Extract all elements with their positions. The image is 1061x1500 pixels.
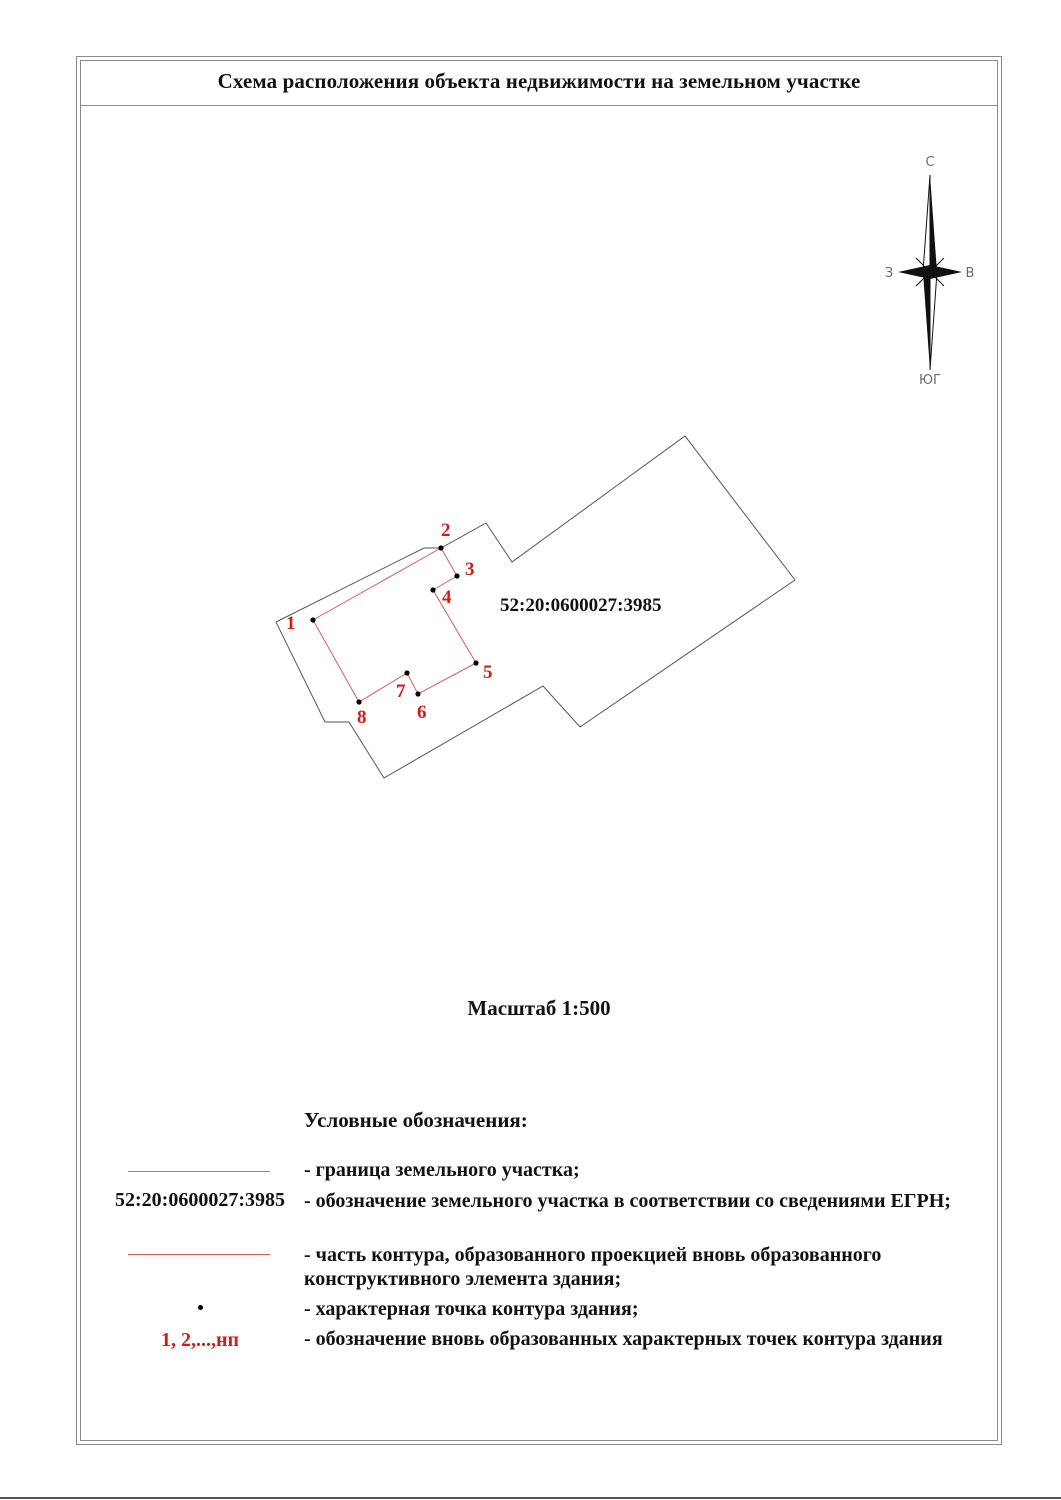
compass-north-label: С [925,155,935,170]
page-title: Схема расположения объекта недвижимости на земельном участке [217,69,861,93]
legend-title: Условные обозначения: [304,1108,528,1132]
legend-item-contour-text: - часть контура, образованного проекцией вновь образованного конструктивного элемента здания; [304,1244,882,1290]
compass-rose-icon [885,155,975,388]
legend-item-point-label-text: - обозначение вновь образованных характерных точек контура здания [304,1328,943,1350]
legend-item-boundary-text: - граница земельного участка; [304,1159,580,1181]
south-needle-half [930,272,937,370]
compass-south-label: ЮГ [919,373,941,388]
page-bottom-rule [0,1497,1061,1499]
compass-east-label: В [965,266,975,281]
point-label-4: 4 [442,587,452,608]
scale-label: Масштаб 1:500 [467,996,611,1020]
point-5-dot [473,660,478,665]
point-label-1: 1 [286,613,296,634]
point-7-dot [404,670,409,675]
legend-point-label-symbol: 1, 2,...,нп [160,1329,240,1351]
legend-item-point-text: - характерная точка контура здания; [304,1298,639,1320]
point-label-7: 7 [396,681,406,702]
legend-cadastral-symbol: 52:20:0600027:3985 [115,1189,285,1211]
point-label-3: 3 [465,559,475,580]
parcel-cadastral-label: 52:20:0600027:3985 [500,595,662,616]
legend-point-dot-symbol [198,1305,203,1310]
legend-contour-line-symbol [128,1254,270,1255]
legend-boundary-line-symbol [128,1171,270,1172]
point-label-2: 2 [441,520,451,541]
point-label-6: 6 [417,702,427,723]
point-4-dot [430,587,435,592]
north-needle-half [923,175,930,272]
point-labels [286,520,493,728]
building-contour [313,548,476,702]
point-1-dot [310,617,315,622]
point-6-dot [415,691,420,696]
point-label-8: 8 [357,707,367,728]
point-2-dot [438,545,443,550]
compass-west-label: З [884,266,894,281]
point-label-5: 5 [483,662,493,683]
legend-item-cadastral-text: - обозначение земельного участка в соответствии со сведениями ЕГРН; [304,1190,951,1212]
point-8-dot [356,699,361,704]
point-3-dot [454,573,459,578]
